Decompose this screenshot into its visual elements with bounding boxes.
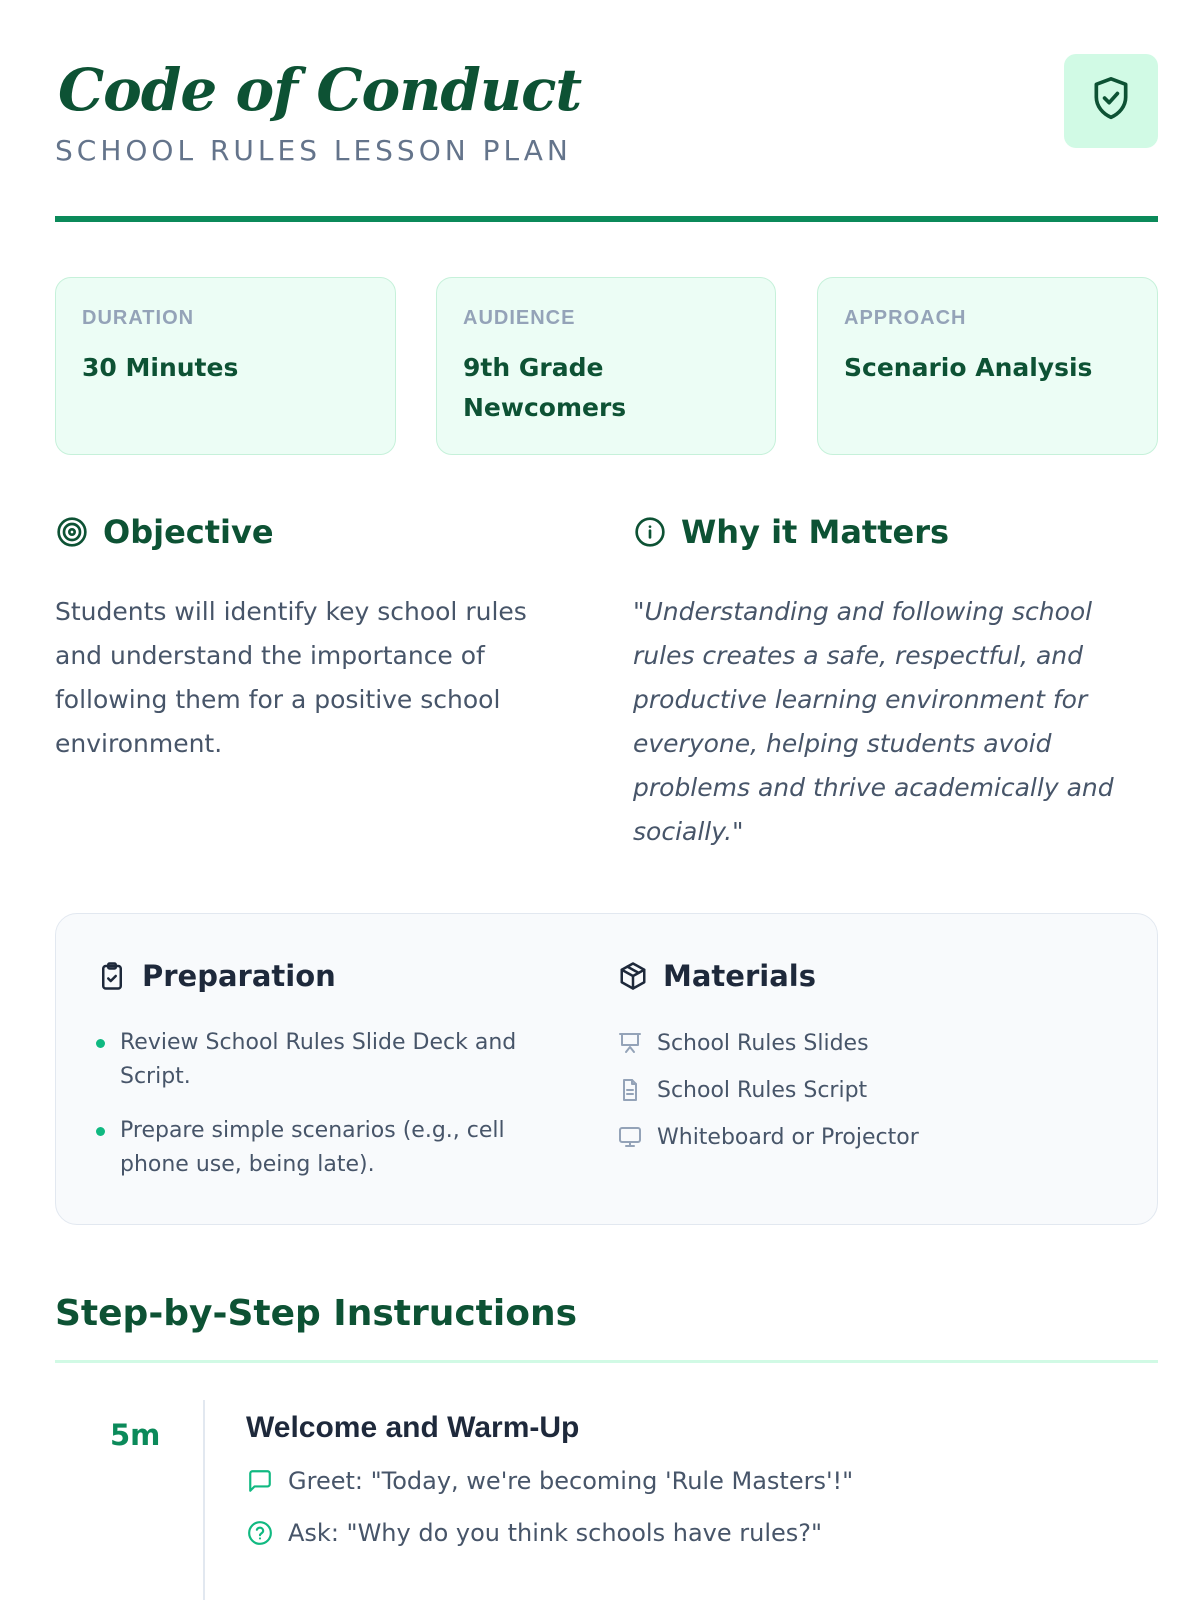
materials-heading: Materials bbox=[663, 959, 816, 993]
target-icon bbox=[55, 515, 89, 549]
page-title: Code of Conduct bbox=[58, 56, 582, 124]
prep-materials-box bbox=[55, 913, 1158, 1225]
list-item-text: School Rules Slides bbox=[657, 1030, 869, 1056]
presentation-icon bbox=[617, 1030, 643, 1056]
list-item-text: Review School Rules Slide Deck and Script. bbox=[120, 1030, 517, 1089]
page-subtitle: SCHOOL RULES LESSON PLAN bbox=[55, 134, 572, 167]
card-label: DURATION bbox=[82, 307, 195, 329]
approach-card bbox=[817, 277, 1158, 455]
list-item bbox=[617, 1026, 1077, 1060]
step-line bbox=[246, 1462, 1146, 1500]
why-heading: Why it Matters bbox=[681, 513, 950, 551]
info-icon bbox=[633, 515, 667, 549]
step-title: Welcome and Warm-Up bbox=[246, 1411, 580, 1444]
step-timeline-line bbox=[203, 1400, 205, 1600]
materials-list bbox=[617, 1026, 1077, 1154]
duration-card bbox=[55, 277, 396, 455]
card-label: AUDIENCE bbox=[463, 307, 576, 329]
info-cards bbox=[55, 277, 1158, 455]
preparation-list bbox=[96, 1026, 556, 1182]
step-item bbox=[55, 1400, 1158, 1600]
clipboard-check-icon bbox=[96, 960, 128, 992]
question-circle-icon bbox=[246, 1519, 274, 1547]
preparation-heading: Preparation bbox=[142, 959, 336, 993]
why-section bbox=[633, 510, 1163, 854]
step-duration: 5m bbox=[110, 1418, 161, 1452]
steps-heading: Step-by-Step Instructions bbox=[55, 1293, 578, 1334]
why-quote: "Understanding and following school rules creates a safe, respectful, and productive learning environment for everyone, helping students avoid problems and thrive academically and socially." bbox=[633, 597, 1114, 846]
speech-bubble-icon bbox=[246, 1467, 274, 1495]
monitor-icon bbox=[617, 1124, 643, 1150]
shield-badge bbox=[1064, 54, 1158, 148]
list-item bbox=[617, 1073, 1077, 1107]
step-line-text: Greet: "Today, we're becoming 'Rule Masters'!" bbox=[288, 1467, 854, 1495]
package-icon bbox=[617, 960, 649, 992]
list-item-text: School Rules Script bbox=[657, 1077, 868, 1103]
document-icon bbox=[617, 1077, 643, 1103]
step-line-text: Ask: "Why do you think schools have rules?" bbox=[288, 1519, 823, 1547]
list-item bbox=[96, 1114, 556, 1182]
card-label: APPROACH bbox=[844, 307, 967, 329]
step-line bbox=[246, 1514, 1146, 1552]
card-value: Scenario Analysis bbox=[844, 353, 1093, 382]
audience-card bbox=[436, 277, 776, 455]
header bbox=[55, 52, 1158, 222]
preparation-section bbox=[96, 956, 556, 1202]
lesson-plan-page bbox=[55, 0, 1158, 1600]
objective-section bbox=[55, 510, 585, 766]
steps-divider bbox=[55, 1360, 1158, 1363]
list-item-text: Prepare simple scenarios (e.g., cell phone use, being late). bbox=[120, 1118, 505, 1177]
shield-check-icon bbox=[1089, 75, 1133, 128]
objective-heading: Objective bbox=[103, 513, 274, 551]
step-content bbox=[246, 1408, 1146, 1552]
list-item-text: Whiteboard or Projector bbox=[657, 1124, 919, 1150]
objective-text: Students will identify key school rules and understand the importance of following them for a positive school environment. bbox=[55, 597, 527, 758]
card-value: 9th Grade Newcomers bbox=[463, 353, 627, 422]
header-divider bbox=[55, 216, 1158, 222]
list-item bbox=[617, 1120, 1077, 1154]
list-item bbox=[96, 1026, 556, 1094]
materials-section bbox=[617, 956, 1077, 1167]
card-value: 30 Minutes bbox=[82, 353, 239, 382]
